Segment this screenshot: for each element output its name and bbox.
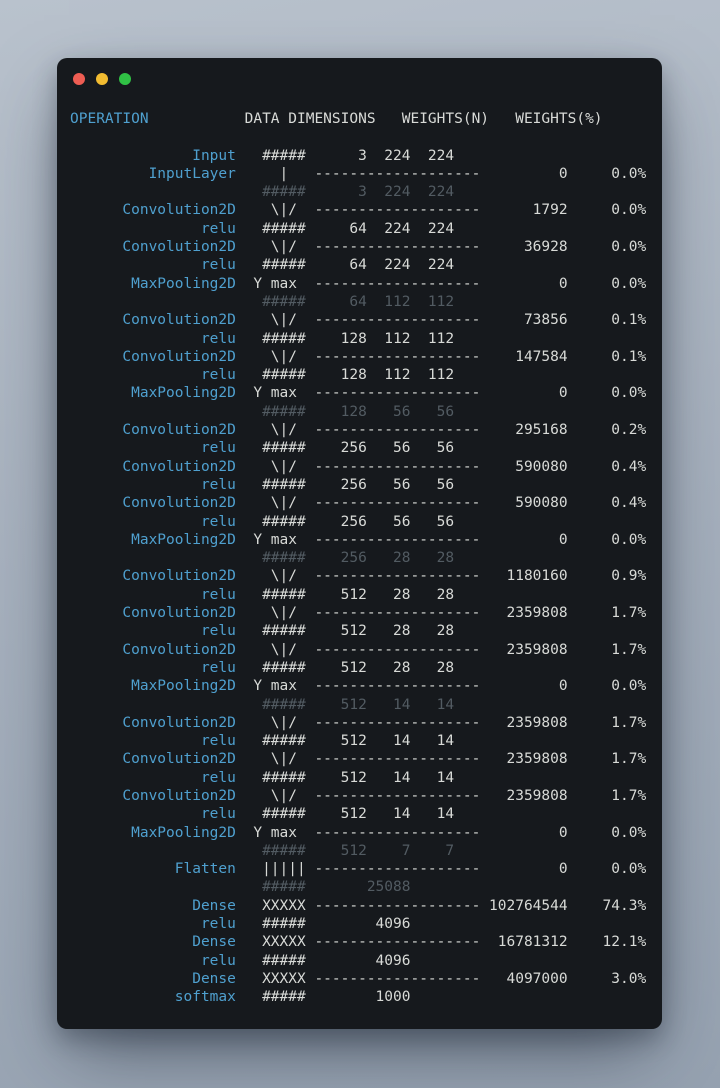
layer-op: relu bbox=[70, 952, 236, 969]
row-values: \|/ ------------------- 590080 0.4% bbox=[235, 458, 647, 475]
model-row bbox=[70, 677, 648, 695]
model-row bbox=[70, 824, 648, 842]
model-row bbox=[70, 878, 648, 896]
layer-op: Flatten bbox=[70, 861, 236, 878]
layer-op: MaxPooling2D bbox=[70, 824, 236, 841]
model-row bbox=[70, 421, 648, 439]
row-values: ##### 64 112 112 bbox=[235, 293, 647, 310]
layer-op: Convolution2D bbox=[70, 714, 236, 731]
operation-header: OPERATION bbox=[70, 111, 149, 127]
minimize-button[interactable] bbox=[96, 73, 108, 85]
model-row bbox=[70, 696, 648, 714]
model-row bbox=[70, 311, 648, 329]
model-row bbox=[70, 403, 648, 421]
layer-op: relu bbox=[70, 367, 236, 384]
row-values: XXXXX ------------------- 102764544 74.3% bbox=[235, 897, 647, 914]
layer-op: relu bbox=[70, 769, 236, 786]
row-values: \|/ ------------------- 2359808 1.7% bbox=[235, 787, 647, 804]
row-values: ##### 256 56 56 bbox=[235, 513, 647, 530]
row-values: \|/ ------------------- 1180160 0.9% bbox=[235, 568, 647, 585]
layer-op bbox=[70, 879, 236, 895]
dimension-weight-headers: DATA DIMENSIONS WEIGHTS(N) WEIGHTS(%) bbox=[148, 111, 603, 127]
model-row bbox=[70, 659, 648, 677]
layer-op: Input bbox=[70, 147, 236, 164]
model-row bbox=[70, 147, 648, 165]
model-row bbox=[70, 348, 648, 366]
layer-op: InputLayer bbox=[70, 165, 236, 182]
layer-op: relu bbox=[70, 513, 236, 530]
column-headers bbox=[70, 110, 648, 128]
row-values: \|/ ------------------- 2359808 1.7% bbox=[235, 641, 647, 658]
layer-op: Convolution2D bbox=[70, 239, 236, 256]
layer-op: relu bbox=[70, 659, 236, 676]
terminal-window bbox=[57, 58, 662, 1029]
row-values: ##### 512 28 28 bbox=[235, 659, 647, 676]
model-row bbox=[70, 915, 648, 933]
row-values: Y max ------------------- 0 0.0% bbox=[235, 531, 647, 548]
row-values: ##### 4096 bbox=[235, 952, 647, 969]
row-values: \|/ ------------------- 1792 0.0% bbox=[235, 202, 647, 219]
row-values: \|/ ------------------- 590080 0.4% bbox=[235, 495, 647, 512]
model-row bbox=[70, 842, 648, 860]
layer-op: relu bbox=[70, 916, 236, 933]
row-values: ##### 512 14 14 bbox=[235, 733, 647, 750]
layer-op: MaxPooling2D bbox=[70, 678, 236, 695]
model-row bbox=[70, 256, 648, 274]
row-values: ##### 1000 bbox=[235, 989, 647, 1006]
layer-op: MaxPooling2D bbox=[70, 531, 236, 548]
model-row bbox=[70, 330, 648, 348]
blank-line bbox=[70, 128, 648, 146]
layer-op: Dense bbox=[70, 897, 236, 914]
model-row bbox=[70, 458, 648, 476]
model-row bbox=[70, 183, 648, 201]
row-values: ##### 256 28 28 bbox=[235, 550, 647, 567]
row-values: ##### 512 14 14 bbox=[235, 696, 647, 713]
row-values: XXXXX ------------------- 4097000 3.0% bbox=[235, 970, 647, 987]
model-row bbox=[70, 494, 648, 512]
model-row bbox=[70, 933, 648, 951]
row-values: ##### 128 112 112 bbox=[235, 367, 647, 384]
model-row bbox=[70, 787, 648, 805]
model-row bbox=[70, 513, 648, 531]
row-values: ##### 64 224 224 bbox=[235, 220, 647, 237]
row-values: ##### 512 28 28 bbox=[235, 586, 647, 603]
row-values: \|/ ------------------- 36928 0.0% bbox=[235, 239, 647, 256]
model-row bbox=[70, 531, 648, 549]
row-values: ##### 3 224 224 bbox=[235, 184, 647, 201]
model-row bbox=[70, 714, 648, 732]
row-values: ##### 512 28 28 bbox=[235, 623, 647, 640]
row-values: \|/ ------------------- 2359808 1.7% bbox=[235, 751, 647, 768]
row-values: ##### 512 14 14 bbox=[235, 806, 647, 823]
layer-op: softmax bbox=[70, 989, 236, 1006]
row-values: | ------------------- 0 0.0% bbox=[235, 165, 647, 182]
model-row bbox=[70, 201, 648, 219]
layer-op: relu bbox=[70, 440, 236, 457]
model-row bbox=[70, 549, 648, 567]
model-row bbox=[70, 275, 648, 293]
row-values: XXXXX ------------------- 16781312 12.1% bbox=[235, 934, 647, 951]
row-values: ##### 64 224 224 bbox=[235, 257, 647, 274]
layer-op: MaxPooling2D bbox=[70, 385, 236, 402]
layer-op bbox=[70, 294, 236, 310]
layer-op: relu bbox=[70, 330, 236, 347]
row-values: ##### 256 56 56 bbox=[235, 476, 647, 493]
layer-op: Convolution2D bbox=[70, 348, 236, 365]
layer-op bbox=[70, 843, 236, 859]
model-row bbox=[70, 384, 648, 402]
titlebar bbox=[57, 58, 662, 94]
row-values: Y max ------------------- 0 0.0% bbox=[235, 275, 647, 292]
model-row bbox=[70, 805, 648, 823]
model-row bbox=[70, 604, 648, 622]
layer-op: relu bbox=[70, 257, 236, 274]
row-values: ##### 512 7 7 bbox=[235, 842, 647, 859]
model-row bbox=[70, 366, 648, 384]
row-values: Y max ------------------- 0 0.0% bbox=[235, 678, 647, 695]
model-row bbox=[70, 622, 648, 640]
layer-op: Convolution2D bbox=[70, 422, 236, 439]
layer-op: Convolution2D bbox=[70, 641, 236, 658]
model-row bbox=[70, 952, 648, 970]
row-values: ##### 4096 bbox=[235, 916, 647, 933]
row-values: \|/ ------------------- 73856 0.1% bbox=[235, 312, 647, 329]
layer-op bbox=[70, 550, 236, 566]
row-values: Y max ------------------- 0 0.0% bbox=[235, 824, 647, 841]
row-values: ##### 3 224 224 bbox=[235, 147, 647, 164]
model-row bbox=[70, 238, 648, 256]
layer-op: Convolution2D bbox=[70, 458, 236, 475]
model-row bbox=[70, 750, 648, 768]
row-values: ##### 128 56 56 bbox=[235, 403, 647, 420]
model-row bbox=[70, 732, 648, 750]
layer-op: Convolution2D bbox=[70, 751, 236, 768]
model-row bbox=[70, 439, 648, 457]
layer-op: relu bbox=[70, 586, 236, 603]
model-row bbox=[70, 769, 648, 787]
layer-op: Convolution2D bbox=[70, 568, 236, 585]
layer-op: relu bbox=[70, 806, 236, 823]
model-row bbox=[70, 988, 648, 1006]
layer-op: Dense bbox=[70, 970, 236, 987]
model-row bbox=[70, 970, 648, 988]
layer-op: MaxPooling2D bbox=[70, 275, 236, 292]
close-button[interactable] bbox=[73, 73, 85, 85]
model-row bbox=[70, 860, 648, 878]
layer-op: relu bbox=[70, 476, 236, 493]
terminal-output bbox=[57, 94, 662, 1027]
model-row bbox=[70, 165, 648, 183]
layer-op bbox=[70, 184, 236, 200]
row-values: ##### 256 56 56 bbox=[235, 440, 647, 457]
model-row bbox=[70, 293, 648, 311]
layer-op: Convolution2D bbox=[70, 312, 236, 329]
layer-op: Dense bbox=[70, 934, 236, 951]
row-values: ||||| ------------------- 0 0.0% bbox=[235, 861, 647, 878]
layer-op: relu bbox=[70, 623, 236, 640]
layer-op: Convolution2D bbox=[70, 202, 236, 219]
row-values: ##### 512 14 14 bbox=[235, 769, 647, 786]
layer-op: Convolution2D bbox=[70, 787, 236, 804]
model-row bbox=[70, 476, 648, 494]
layer-op: Convolution2D bbox=[70, 495, 236, 512]
model-row bbox=[70, 220, 648, 238]
row-values: ##### 128 112 112 bbox=[235, 330, 647, 347]
layer-op: relu bbox=[70, 220, 236, 237]
model-row bbox=[70, 567, 648, 585]
layer-op bbox=[70, 404, 236, 420]
row-values: \|/ ------------------- 2359808 1.7% bbox=[235, 605, 647, 622]
model-row bbox=[70, 641, 648, 659]
row-values: \|/ ------------------- 295168 0.2% bbox=[235, 422, 647, 439]
row-values: Y max ------------------- 0 0.0% bbox=[235, 385, 647, 402]
row-values: ##### 25088 bbox=[235, 879, 647, 896]
layer-op bbox=[70, 697, 236, 713]
zoom-button[interactable] bbox=[119, 73, 131, 85]
layer-op: relu bbox=[70, 733, 236, 750]
row-values: \|/ ------------------- 147584 0.1% bbox=[235, 348, 647, 365]
layer-op: Convolution2D bbox=[70, 605, 236, 622]
model-row bbox=[70, 586, 648, 604]
row-values: \|/ ------------------- 2359808 1.7% bbox=[235, 714, 647, 731]
model-row bbox=[70, 897, 648, 915]
